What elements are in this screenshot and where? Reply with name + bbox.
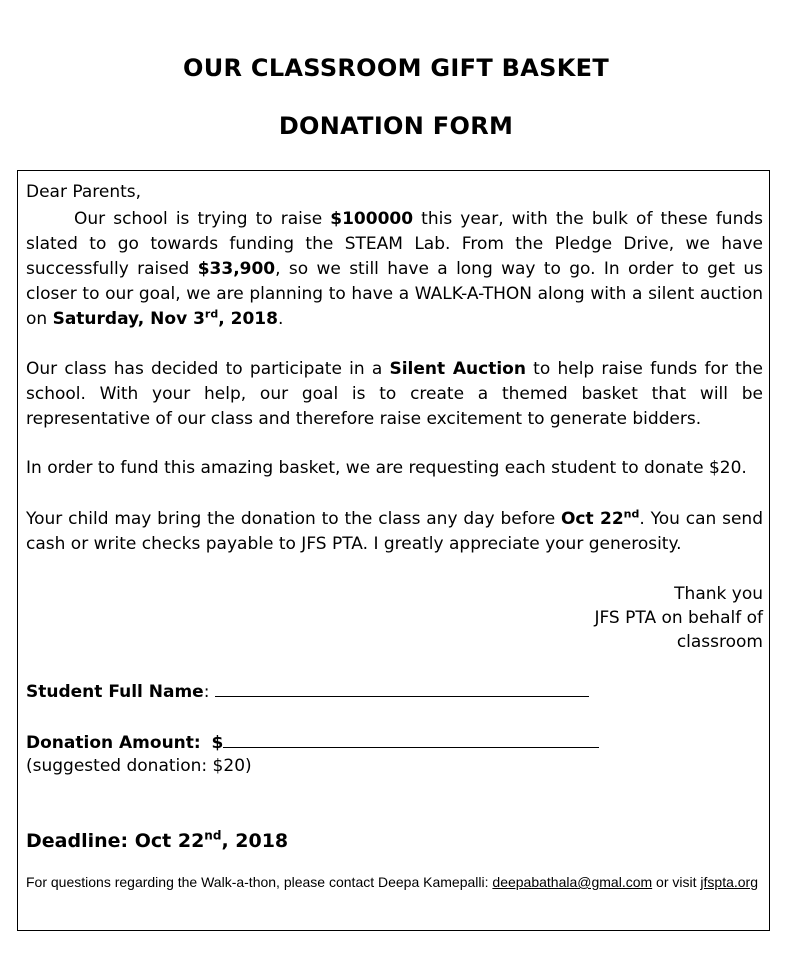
form-title: OUR CLASSROOM GIFT BASKET — [183, 54, 609, 82]
donation-amount-field — [26, 731, 599, 753]
donation-amount-label: Donation Amount: — [26, 733, 201, 753]
paragraph-instructions: Your child may bring the donation to the class any day before Oct 22nd. You can send cash or write checks payable to JFS PTA. I greatly appreciate your generosity. — [26, 507, 763, 554]
deadline: Deadline: Oct 22nd, 2018 — [26, 828, 289, 852]
due-date: Oct 22nd — [560, 507, 640, 529]
student-name-blank[interactable] — [215, 680, 589, 697]
signoff — [26, 582, 763, 654]
p1-text-c: , so we still have a long way to go. In order to get us closer to our goal, we are planning to have a WALK-A-THON along with a silent auction on — [26, 259, 763, 329]
contact-footer: For questions regarding the Walk-a-thon, please contact Deepa Kamepalli: deepabathala@gmal.com or visit jfspta.org — [26, 874, 758, 890]
raised-amount: $33,900 — [197, 259, 276, 279]
currency-symbol: $ — [211, 733, 224, 753]
greeting: Dear Parents, — [26, 182, 142, 202]
student-name-field: Student Full Name: — [26, 680, 589, 702]
event-date: Saturday, Nov 3rd, 2018 — [52, 307, 278, 329]
signoff-line-2: JFS PTA on behalf of — [594, 608, 763, 628]
signoff-line-1: Thank you — [674, 584, 763, 604]
p1-text-b: this year, with the bulk of these funds slated to go towards funding the STEAM Lab. From the Pledge Drive, we have successfully raised — [26, 209, 763, 279]
donation-amount-blank[interactable] — [223, 731, 599, 748]
paragraph-auction: Our class has decided to participate in a Silent Auction to help raise funds for the school. With your help, our goal is to create a themed basket that will be representative of our class and therefore raise excitement to generate bidders. — [26, 359, 763, 429]
email-link[interactable]: deepabathala@gmal.com — [492, 874, 653, 890]
signoff-line-3: classroom — [676, 632, 763, 652]
form-subtitle: DONATION FORM — [278, 112, 514, 140]
paragraph-fundraising: Our school is trying to raise $100000 this year, with the bulk of these funds slated to go towards funding the STEAM Lab. From the Pledge Drive, we have successfully raised $33,900, so we still have a long way to go. In order to get us closer to our goal, we are planning to have a WALK-A-THON along with a silent auction on Saturday, Nov 3rd, 2018. — [26, 209, 763, 329]
website-link[interactable]: jfspta.org — [700, 874, 758, 890]
silent-auction-label: Silent Auction — [389, 359, 526, 379]
student-name-label: Student Full Name — [26, 682, 204, 702]
p1-text-a: Our school is trying to raise — [74, 209, 331, 229]
goal-amount: $100000 — [330, 209, 414, 229]
suggested-donation: (suggested donation: $20) — [26, 756, 252, 776]
paragraph-request: In order to fund this amazing basket, we are requesting each student to donate $20. — [26, 458, 747, 478]
